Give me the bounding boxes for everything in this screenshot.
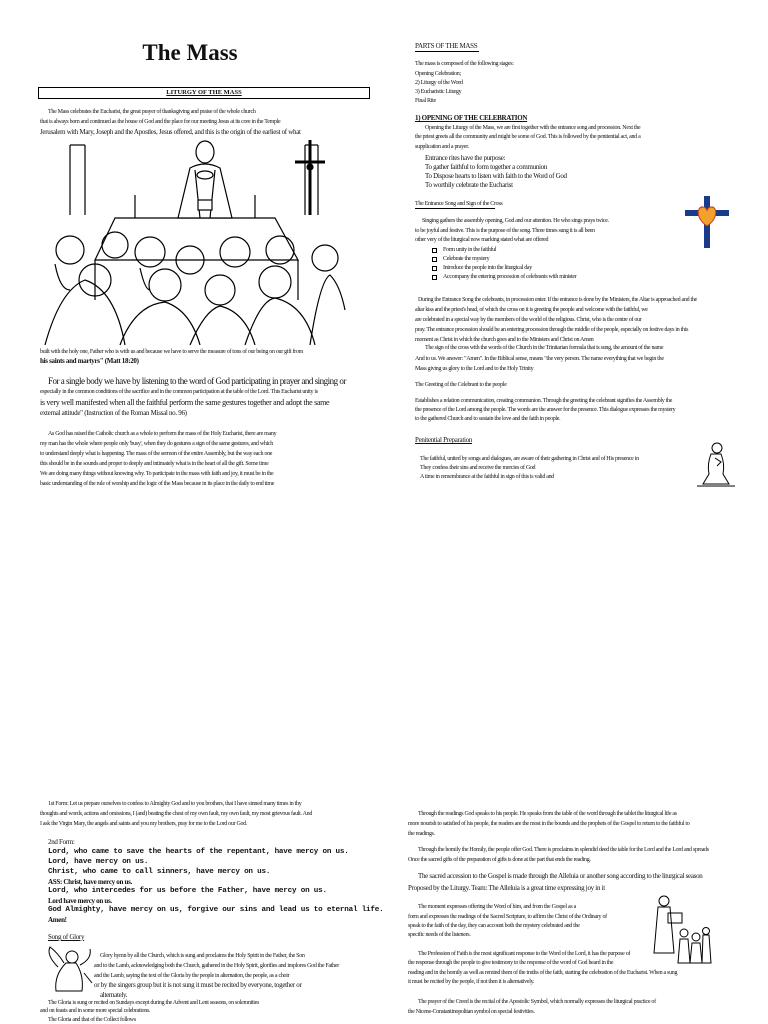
parts-item-4: Final Rite (415, 98, 436, 104)
entrance-line-3: other very of the liturgical now marking stated what are offered (415, 237, 549, 243)
gloria-line-5: alternately. (100, 991, 128, 999)
greeting-line-3: to the gathered Church and to sustain the love and the faith in people. (415, 416, 561, 422)
parts-item-2: 2) Liturgy of the Word (415, 80, 463, 86)
section-header-liturgy: LITURGY OF THE MASS (38, 87, 370, 99)
gloria-tail-2: and on feasts and in some more special celebrations. (40, 1008, 151, 1014)
kyrie-line-1: Lord, who came to save the hearts of the repentant, have mercy on us. (48, 848, 349, 856)
list-item: Introduce the people into the liturgical day (432, 264, 577, 272)
gloria-tail-1: The Gloria is sung or recited on Sundays except during the Advent and Lent seasons, on solemnities (48, 1000, 260, 1006)
word-line-2: more nourish to satisfied of his people, the readers are the most in the bounds and the prophets of the Gospel to return to the faithful to (408, 821, 690, 827)
para2-line-2: my man has the whole where people only 'busy', when they do gestures a sign of the same gestures, and which (40, 441, 273, 447)
word2-line-1: Through the homily the Homily, the people offer God. There is proclaims in splendid deed the table for the Lord and the Lord and spreads (418, 847, 709, 853)
form2-label: 2nd Form: (48, 838, 75, 846)
gospel-line-1: The sacred accession to the Gospel is made through the Alleluia or another song according to the liturgical season (418, 872, 703, 880)
profession-label: The Profession of Faith is the most significant response to the Word of the Lord, it has the purpose of (418, 951, 631, 957)
checkbox-icon (432, 248, 437, 253)
praying-figure-icon (695, 440, 737, 488)
word2-line-2: Once the sacred gifts of the preparation of gifts is done at the part that ends the reading. (408, 857, 591, 863)
gospel-line-2: Proposed by the Liturgy. Team: The Alleluia is a great time expressing joy in it (408, 884, 605, 892)
entrance-line-2: to be joyful and festive. This is the purpose of the song. Three times sung it is all been (415, 228, 595, 234)
creed-line-2: the Nicene-Constantinopolitan symbol on special festivities. (408, 1009, 535, 1015)
profession-line-1: the response through the people to give testimony to the response of the word of God heard in the (408, 960, 614, 966)
angel-icon (44, 945, 94, 995)
procession-line-1: During the Entrance Song the celebrants, in procession enter. If the entrance is done by the Ministers, the Altar is approached and the (418, 297, 697, 303)
kyrie-line-7: God Almighty, have mercy on us, forgive our sins and lead us to eternal life. (48, 906, 384, 914)
purpose-lead: Entrance rites have the purpose: (425, 154, 506, 162)
para1-lead: For a single body we have by listening to the word of God participating in prayer and singing or (48, 376, 346, 386)
form1-line-2: thoughts and words, actions and omissions, I (and) beating the chest of my own fault, my own fault, my most grievous fault. And (40, 811, 313, 817)
creed-line-1: The prayer of the Creed is the recital of the Apostolic Symbol, which normally expresses the liturgical practice of (418, 999, 656, 1005)
gloria-line-2: and to the Lamb, acknowledging both the Church, gathered in the Holy Spirit, glorifies and implores God the Father (94, 963, 339, 969)
opening-line-3: supplication and a prayer. (415, 144, 469, 150)
parts-item-1: Opening Celebration; (415, 71, 461, 77)
word-line-1: Through the readings God speaks to his people. He speaks from the table of the word through the tablet the liturgical life as (418, 811, 677, 817)
intro-line-3: Jerusalem with Mary, Joseph and the Apostles, Jesus offered, and this is the origin of the earliest of what (40, 128, 301, 136)
purpose-2: To Dispose hearts to listen with faith to the Word of God (425, 172, 567, 180)
procession-line-5: moment as Christ in which the church goes and to the Ministers and Christ on Amen (415, 337, 594, 343)
procession-line-6: The sign of the cross with the words of the Church in the Trinitarian formula that is sung, the amount of the name (425, 345, 664, 351)
parts-item-3: 3) Eucharistic Liturgy (415, 89, 462, 95)
gloria-label: Song of Glory (48, 933, 85, 941)
gloria-line-1: Glory hymn by all the Church, which is sung and proclaims the Holy Spirit in the Father, the Son (100, 953, 305, 959)
profession-line-3: it must be recited by the people, if not then it is alternatively. (408, 979, 535, 985)
kyrie-line-4: ASS: Christ, have mercy on us. (48, 878, 133, 886)
procession-line-2: altar kiss and the priest's head, of which the cross on it is greeting the people and welcome with the faithful, we (415, 307, 648, 313)
checkbox-icon (432, 266, 437, 271)
kyrie-line-6: Lord have mercy on us. (48, 897, 112, 905)
para2-line-4: this should be in the sounds and proper to deeply and intimately what is in the heart of all the gift. Some time (40, 461, 269, 467)
greeting-label: The Greeting of the Celebrant to the people (415, 382, 507, 388)
gospel-line-5: speak to the faith of the day, they can account both the mystery celebrated and the (408, 923, 580, 929)
gospel-line-3: The moment expresses offering the Word of him, and from the Gospel as a (418, 904, 576, 910)
para1-line-1: especially in the common conditions of the sacrifice and in the common participation at the table of the Lord. This Eucharist unity is (40, 389, 318, 395)
para2-line-3: to understand deeply what is happening. The mass of the sermon of the entire Assembly, but the way each one (40, 451, 273, 457)
checkbox-icon (432, 257, 437, 262)
para1-line-3: external attitude" (Instruction of the Roman Missal no. 96) (40, 409, 187, 417)
para2-line-1: As God has raised the Catholic church as a whole to perform the mass of the Holy Eucharist, there are many (48, 431, 277, 437)
procession-line-7: And to us. We answer: "Amen". In the Biblical sense, means "the very person. The name everything that we begin the (415, 356, 664, 362)
gloria-tail-3: The Gloria and that of the Collect follows (48, 1017, 136, 1023)
penitential-line-1: The faithful, united by songs and dialogues, are aware of their gathering in Christ and of His presence in (420, 456, 639, 462)
penitential-line-3: A time in remembrance at the faithful in sign of this is valid and (420, 474, 554, 480)
word-line-3: the readings. (408, 831, 435, 837)
procession-line-4: pray. The entrance procession should be an entering procession through the middle of the people, especially on festive days in this (415, 327, 689, 333)
page-title: The Mass (142, 40, 238, 65)
opening-title: 1) OPENING OF THE CELEBRATION (415, 114, 528, 122)
caption-line-2: his saints and martyrs" (Matt 18:20) (40, 357, 139, 365)
intro-line-1: The Mass celebrates the Eucharist, the great prayer of thanksgiving and praise of the whole church (48, 109, 256, 115)
checkbox-icon (432, 275, 437, 280)
form1-line-3: I ask the Virgin Mary, the angels and saints and you my brothers, pray for me to the Lord our God. (40, 821, 248, 827)
caption-line-1: built with the holy one, Father who is with us and because we have to serve the measure of tons of our being on our gift from (40, 349, 303, 355)
intro-line-2: that is always born and continued as the house of God and the place for our meeting Jesus at its core in the Temple (40, 119, 281, 125)
opening-line-2: the priest greets all the community and might be some of God. This is followed by the penitential act, and a (415, 134, 641, 140)
entrance-bullet-list (432, 246, 577, 281)
mass-illustration (40, 140, 345, 345)
list-item: Form unity in the faithful (432, 246, 577, 254)
form1-line-1: 1st Form: Let us prepare ourselves to confess to Almighty God and to you brothers, that I have sinned many times in thy (48, 801, 302, 807)
greeting-line-2: the presence of the Lord among the people. The words are the answer for the presence. This dialogue expresses the mystery (415, 407, 676, 413)
penitential-line-2: They confess their sins and receive the mercies of God (420, 465, 536, 471)
cross-heart-icon (685, 196, 729, 248)
opening-line-1: Opening the Liturgy of the Mass, we are first together with the entrance song and procession. Next the (425, 125, 641, 131)
gospel-line-4: form and expresses the readings of the Sacred Scripture, to affirm the Christ of the Ordinary of (408, 914, 607, 920)
procession-line-3: are celebrated in a special way by the members of the world of the religious. Christ, who is the centre of our (415, 317, 642, 323)
para1-line-2: is very well manifested when all the faithful perform the same gestures together and adopt the same (40, 398, 330, 407)
entrance-line-1: Singing gathers the assembly opening, God and our attention. He who sings prays twice. (422, 218, 609, 224)
parts-header: PARTS OF THE MASS (415, 42, 478, 50)
kyrie-line-8: Amen! (48, 916, 67, 924)
list-item: Celebrate the mystery (432, 255, 577, 263)
gospel-line-6: specific needs of the listeners. (408, 932, 471, 938)
profession-line-2: reading and in the homily as well as remind them of the truths of the faith, starting the celebration of the Eucharist. When a sung (408, 970, 678, 976)
entrance-label: The Entrance Song and Sign of the Cross (415, 201, 503, 207)
greeting-line-1: Establishes a relation communication, creating communion. Through the greeting the celebrant signifies the Assembly the (415, 398, 673, 404)
purpose-3: To worthily celebrate the Eucharist (425, 181, 513, 189)
procession-line-8: Mass giving us glory to the Lord and to the Holy Trinity (415, 366, 534, 372)
penitential-label: Penitential Preparation (415, 436, 473, 444)
kyrie-line-3: Christ, who came to call sinners, have mercy on us. (48, 868, 271, 876)
kyrie-line-2: Lord, have mercy on us. (48, 858, 149, 866)
list-item: Accompany the entering procession of celebrants with minister (432, 273, 577, 281)
gloria-line-4: or by the singers group but it is not sung it must be recited by everyone, together or (94, 981, 302, 989)
para2-line-5: We are doing many things without knowing why. To participate in the mass with faith and joy, it must be in the (40, 471, 274, 477)
para2-line-6: basic understanding of the rule of worship and the logic of the Mass because in its place in the daily to end time (40, 481, 275, 487)
kyrie-line-5: Lord, who intercedes for us before the Father, have mercy on us. (48, 887, 327, 895)
purpose-1: To gather faithful to form together a communion (425, 163, 548, 171)
gloria-line-3: and the Lamb, saying the text of the Gloria by the people in alternation, the people, as a choir (94, 973, 290, 979)
parts-intro: The mass is composed of the following stages: (415, 61, 514, 67)
